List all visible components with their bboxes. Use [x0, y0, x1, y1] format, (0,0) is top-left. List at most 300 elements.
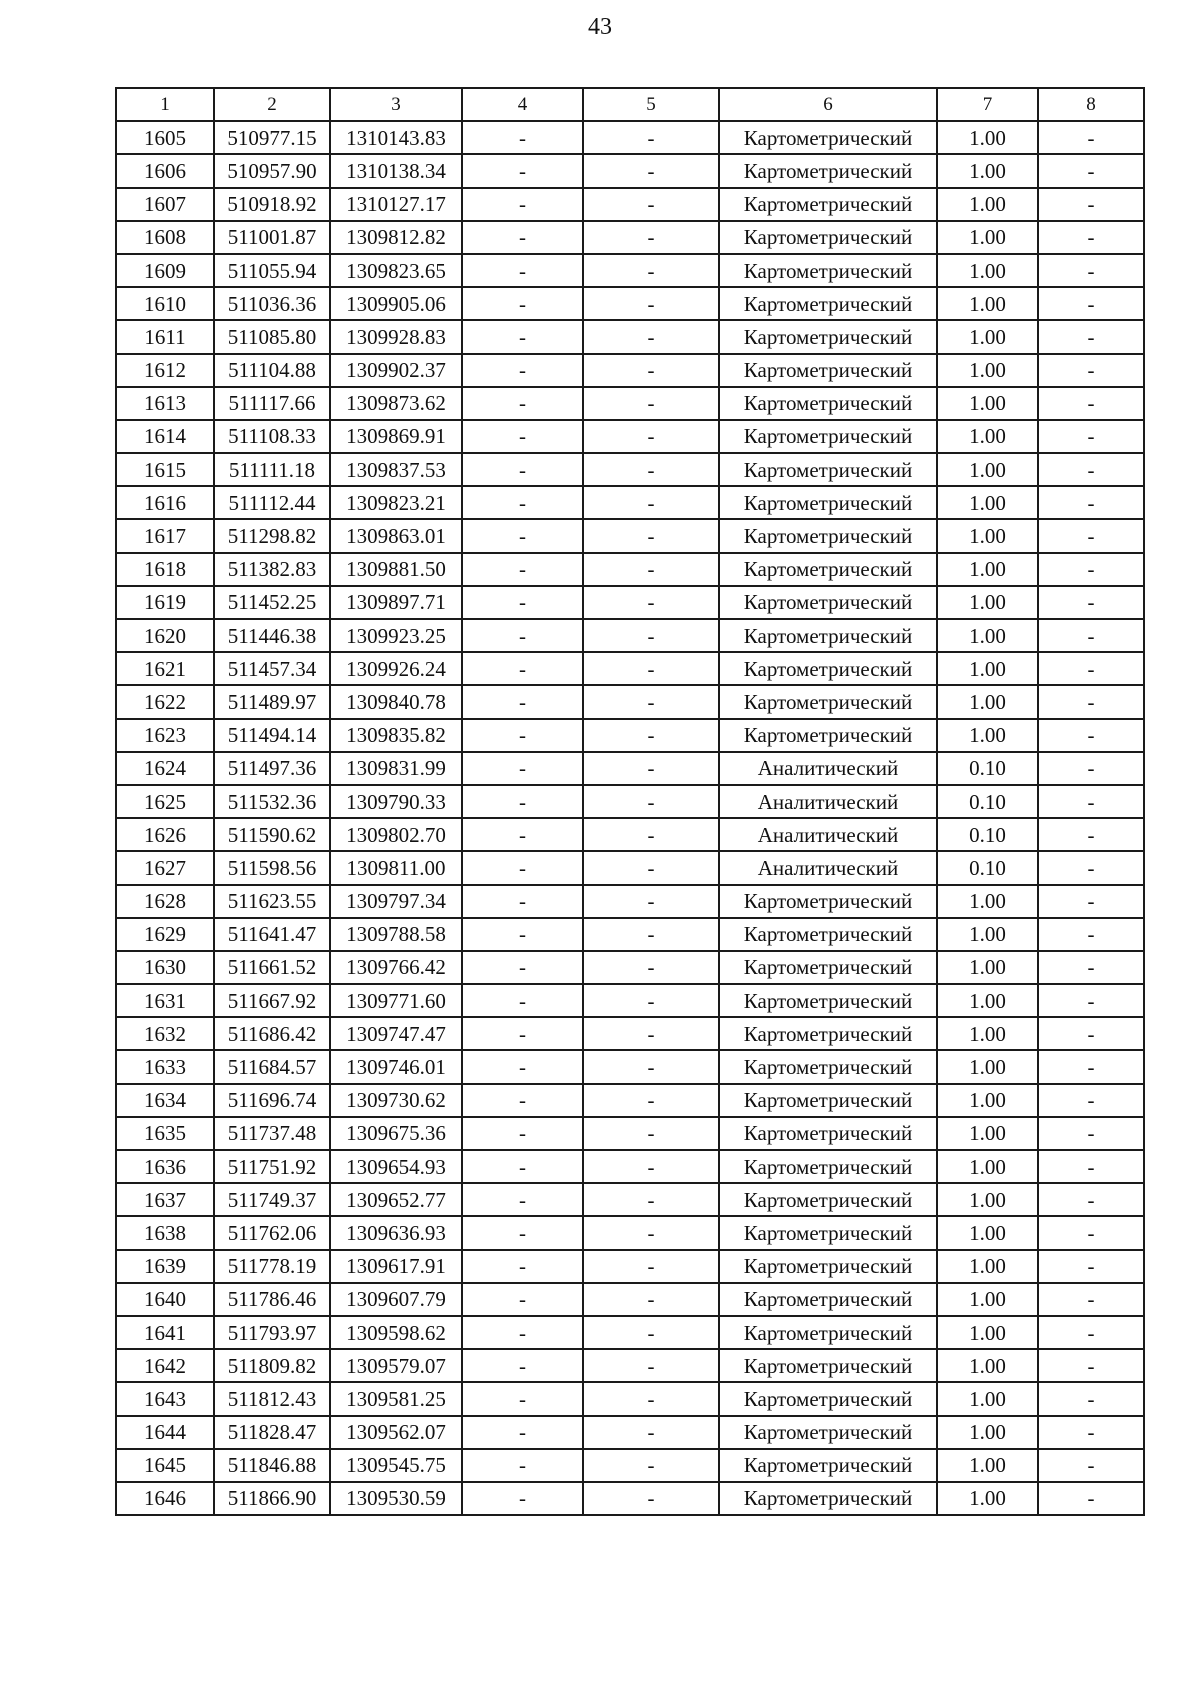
column-4-cell: - — [462, 885, 583, 918]
accuracy-cell: 1.00 — [937, 420, 1038, 453]
column-header: 6 — [719, 88, 937, 121]
column-4-cell: - — [462, 685, 583, 718]
column-header: 2 — [214, 88, 330, 121]
column-8-cell: - — [1038, 1216, 1144, 1249]
point-number-cell: 1637 — [116, 1183, 214, 1216]
column-5-cell: - — [583, 752, 719, 785]
column-4-cell: - — [462, 1150, 583, 1183]
column-5-cell: - — [583, 453, 719, 486]
y-coordinate-cell: 1309835.82 — [330, 719, 462, 752]
column-4-cell: - — [462, 1017, 583, 1050]
column-8-cell: - — [1038, 354, 1144, 387]
column-8-cell: - — [1038, 1150, 1144, 1183]
x-coordinate-cell: 511298.82 — [214, 519, 330, 552]
table-row — [116, 486, 1144, 519]
x-coordinate-cell: 510977.15 — [214, 121, 330, 154]
y-coordinate-cell: 1309788.58 — [330, 918, 462, 951]
table-row — [116, 287, 1144, 320]
point-number-cell: 1634 — [116, 1084, 214, 1117]
column-8-cell: - — [1038, 652, 1144, 685]
accuracy-cell: 1.00 — [937, 1216, 1038, 1249]
column-8-cell: - — [1038, 1416, 1144, 1449]
point-number-cell: 1630 — [116, 951, 214, 984]
column-5-cell: - — [583, 984, 719, 1017]
method-cell: Картометрический — [719, 685, 937, 718]
x-coordinate-cell: 511846.88 — [214, 1449, 330, 1482]
y-coordinate-cell: 1309636.93 — [330, 1216, 462, 1249]
y-coordinate-cell: 1309802.70 — [330, 818, 462, 851]
y-coordinate-cell: 1309873.62 — [330, 387, 462, 420]
point-number-cell: 1622 — [116, 685, 214, 718]
column-4-cell: - — [462, 818, 583, 851]
x-coordinate-cell: 511641.47 — [214, 918, 330, 951]
column-4-cell: - — [462, 486, 583, 519]
point-number-cell: 1638 — [116, 1216, 214, 1249]
column-5-cell: - — [583, 1183, 719, 1216]
table-row — [116, 785, 1144, 818]
method-cell: Картометрический — [719, 1250, 937, 1283]
method-cell: Картометрический — [719, 1382, 937, 1415]
table-row — [116, 1416, 1144, 1449]
method-cell: Картометрический — [719, 453, 937, 486]
accuracy-cell: 1.00 — [937, 320, 1038, 353]
column-8-cell: - — [1038, 818, 1144, 851]
method-cell: Аналитический — [719, 818, 937, 851]
table-row — [116, 984, 1144, 1017]
column-header: 5 — [583, 88, 719, 121]
column-5-cell: - — [583, 719, 719, 752]
y-coordinate-cell: 1309926.24 — [330, 652, 462, 685]
column-5-cell: - — [583, 287, 719, 320]
y-coordinate-cell: 1309771.60 — [330, 984, 462, 1017]
column-8-cell: - — [1038, 1084, 1144, 1117]
table-row — [116, 586, 1144, 619]
x-coordinate-cell: 510957.90 — [214, 154, 330, 187]
x-coordinate-cell: 511117.66 — [214, 387, 330, 420]
y-coordinate-cell: 1309831.99 — [330, 752, 462, 785]
column-5-cell: - — [583, 486, 719, 519]
x-coordinate-cell: 511866.90 — [214, 1482, 330, 1515]
point-number-cell: 1605 — [116, 121, 214, 154]
column-5-cell: - — [583, 354, 719, 387]
x-coordinate-cell: 511793.97 — [214, 1316, 330, 1349]
table-row — [116, 818, 1144, 851]
x-coordinate-cell: 511686.42 — [214, 1017, 330, 1050]
method-cell: Картометрический — [719, 885, 937, 918]
method-cell: Картометрический — [719, 1349, 937, 1382]
column-4-cell: - — [462, 951, 583, 984]
point-number-cell: 1609 — [116, 254, 214, 287]
column-5-cell: - — [583, 121, 719, 154]
column-4-cell: - — [462, 553, 583, 586]
column-4-cell: - — [462, 1250, 583, 1283]
column-8-cell: - — [1038, 586, 1144, 619]
column-4-cell: - — [462, 1349, 583, 1382]
method-cell: Аналитический — [719, 851, 937, 884]
table-row — [116, 619, 1144, 652]
table-row — [116, 1084, 1144, 1117]
method-cell: Картометрический — [719, 719, 937, 752]
table-row — [116, 1183, 1144, 1216]
y-coordinate-cell: 1309840.78 — [330, 685, 462, 718]
point-number-cell: 1617 — [116, 519, 214, 552]
table-row — [116, 885, 1144, 918]
point-number-cell: 1615 — [116, 453, 214, 486]
point-number-cell: 1643 — [116, 1382, 214, 1415]
column-5-cell: - — [583, 254, 719, 287]
y-coordinate-cell: 1309675.36 — [330, 1117, 462, 1150]
point-number-cell: 1606 — [116, 154, 214, 187]
column-8-cell: - — [1038, 951, 1144, 984]
table-row — [116, 1117, 1144, 1150]
x-coordinate-cell: 511452.25 — [214, 586, 330, 619]
column-8-cell: - — [1038, 121, 1144, 154]
x-coordinate-cell: 511590.62 — [214, 818, 330, 851]
column-5-cell: - — [583, 1250, 719, 1283]
y-coordinate-cell: 1309905.06 — [330, 287, 462, 320]
column-8-cell: - — [1038, 287, 1144, 320]
x-coordinate-cell: 511749.37 — [214, 1183, 330, 1216]
y-coordinate-cell: 1309545.75 — [330, 1449, 462, 1482]
column-4-cell: - — [462, 221, 583, 254]
column-4-cell: - — [462, 1084, 583, 1117]
table-body — [116, 121, 1144, 1515]
method-cell: Картометрический — [719, 1216, 937, 1249]
method-cell: Картометрический — [719, 1416, 937, 1449]
column-8-cell: - — [1038, 420, 1144, 453]
method-cell: Картометрический — [719, 121, 937, 154]
column-4-cell: - — [462, 1183, 583, 1216]
y-coordinate-cell: 1309897.71 — [330, 586, 462, 619]
point-number-cell: 1639 — [116, 1250, 214, 1283]
y-coordinate-cell: 1309607.79 — [330, 1283, 462, 1316]
point-number-cell: 1611 — [116, 320, 214, 353]
accuracy-cell: 1.00 — [937, 719, 1038, 752]
column-8-cell: - — [1038, 1382, 1144, 1415]
x-coordinate-cell: 511684.57 — [214, 1050, 330, 1083]
column-4-cell: - — [462, 851, 583, 884]
column-5-cell: - — [583, 1482, 719, 1515]
column-4-cell: - — [462, 1482, 583, 1515]
y-coordinate-cell: 1309747.47 — [330, 1017, 462, 1050]
point-number-cell: 1620 — [116, 619, 214, 652]
column-header: 3 — [330, 88, 462, 121]
accuracy-cell: 0.10 — [937, 818, 1038, 851]
x-coordinate-cell: 511104.88 — [214, 354, 330, 387]
method-cell: Картометрический — [719, 1084, 937, 1117]
x-coordinate-cell: 511446.38 — [214, 619, 330, 652]
column-8-cell: - — [1038, 154, 1144, 187]
table-row — [116, 254, 1144, 287]
table-row — [116, 221, 1144, 254]
table-row — [116, 354, 1144, 387]
point-number-cell: 1624 — [116, 752, 214, 785]
method-cell: Картометрический — [719, 1449, 937, 1482]
y-coordinate-cell: 1310143.83 — [330, 121, 462, 154]
point-number-cell: 1631 — [116, 984, 214, 1017]
column-4-cell: - — [462, 387, 583, 420]
accuracy-cell: 1.00 — [937, 1117, 1038, 1150]
accuracy-cell: 1.00 — [937, 984, 1038, 1017]
accuracy-cell: 1.00 — [937, 586, 1038, 619]
accuracy-cell: 1.00 — [937, 221, 1038, 254]
y-coordinate-cell: 1309598.62 — [330, 1316, 462, 1349]
column-4-cell: - — [462, 785, 583, 818]
method-cell: Картометрический — [719, 1316, 937, 1349]
accuracy-cell: 1.00 — [937, 1250, 1038, 1283]
accuracy-cell: 0.10 — [937, 752, 1038, 785]
column-5-cell: - — [583, 1283, 719, 1316]
accuracy-cell: 1.00 — [937, 1349, 1038, 1382]
column-4-cell: - — [462, 354, 583, 387]
column-8-cell: - — [1038, 1349, 1144, 1382]
accuracy-cell: 1.00 — [937, 1283, 1038, 1316]
method-cell: Аналитический — [719, 752, 937, 785]
y-coordinate-cell: 1309579.07 — [330, 1349, 462, 1382]
x-coordinate-cell: 511532.36 — [214, 785, 330, 818]
method-cell: Картометрический — [719, 951, 937, 984]
method-cell: Картометрический — [719, 320, 937, 353]
column-8-cell: - — [1038, 785, 1144, 818]
column-8-cell: - — [1038, 752, 1144, 785]
column-4-cell: - — [462, 121, 583, 154]
column-4-cell: - — [462, 719, 583, 752]
table-row — [116, 685, 1144, 718]
accuracy-cell: 1.00 — [937, 1150, 1038, 1183]
column-4-cell: - — [462, 1449, 583, 1482]
x-coordinate-cell: 511598.56 — [214, 851, 330, 884]
point-number-cell: 1633 — [116, 1050, 214, 1083]
column-8-cell: - — [1038, 685, 1144, 718]
accuracy-cell: 1.00 — [937, 453, 1038, 486]
column-5-cell: - — [583, 1216, 719, 1249]
y-coordinate-cell: 1309797.34 — [330, 885, 462, 918]
method-cell: Картометрический — [719, 486, 937, 519]
accuracy-cell: 1.00 — [937, 1416, 1038, 1449]
column-5-cell: - — [583, 818, 719, 851]
column-4-cell: - — [462, 519, 583, 552]
y-coordinate-cell: 1309881.50 — [330, 553, 462, 586]
method-cell: Аналитический — [719, 785, 937, 818]
method-cell: Картометрический — [719, 984, 937, 1017]
table-row — [116, 652, 1144, 685]
y-coordinate-cell: 1309530.59 — [330, 1482, 462, 1515]
column-header: 7 — [937, 88, 1038, 121]
table-row — [116, 1449, 1144, 1482]
y-coordinate-cell: 1309562.07 — [330, 1416, 462, 1449]
method-cell: Картометрический — [719, 619, 937, 652]
accuracy-cell: 1.00 — [937, 619, 1038, 652]
method-cell: Картометрический — [719, 221, 937, 254]
table-row — [116, 553, 1144, 586]
method-cell: Картометрический — [719, 354, 937, 387]
accuracy-cell: 1.00 — [937, 1183, 1038, 1216]
x-coordinate-cell: 511737.48 — [214, 1117, 330, 1150]
point-number-cell: 1629 — [116, 918, 214, 951]
method-cell: Картометрический — [719, 918, 937, 951]
column-4-cell: - — [462, 1382, 583, 1415]
column-5-cell: - — [583, 885, 719, 918]
point-number-cell: 1626 — [116, 818, 214, 851]
table-row — [116, 387, 1144, 420]
x-coordinate-cell: 511497.36 — [214, 752, 330, 785]
column-8-cell: - — [1038, 1482, 1144, 1515]
y-coordinate-cell: 1309746.01 — [330, 1050, 462, 1083]
point-number-cell: 1645 — [116, 1449, 214, 1482]
point-number-cell: 1636 — [116, 1150, 214, 1183]
column-4-cell: - — [462, 1283, 583, 1316]
x-coordinate-cell: 511085.80 — [214, 320, 330, 353]
point-number-cell: 1610 — [116, 287, 214, 320]
x-coordinate-cell: 511055.94 — [214, 254, 330, 287]
column-header: 4 — [462, 88, 583, 121]
accuracy-cell: 1.00 — [937, 1382, 1038, 1415]
x-coordinate-cell: 511828.47 — [214, 1416, 330, 1449]
column-5-cell: - — [583, 1382, 719, 1415]
column-5-cell: - — [583, 1416, 719, 1449]
x-coordinate-cell: 511382.83 — [214, 553, 330, 586]
method-cell: Картометрический — [719, 1183, 937, 1216]
coordinates-table — [115, 87, 1145, 1516]
column-8-cell: - — [1038, 1250, 1144, 1283]
point-number-cell: 1614 — [116, 420, 214, 453]
accuracy-cell: 1.00 — [937, 287, 1038, 320]
table-header-row — [116, 88, 1144, 121]
column-8-cell: - — [1038, 553, 1144, 586]
table-row — [116, 719, 1144, 752]
point-number-cell: 1607 — [116, 188, 214, 221]
table-row — [116, 1017, 1144, 1050]
x-coordinate-cell: 511108.33 — [214, 420, 330, 453]
table-row — [116, 851, 1144, 884]
y-coordinate-cell: 1309928.83 — [330, 320, 462, 353]
y-coordinate-cell: 1309581.25 — [330, 1382, 462, 1415]
column-5-cell: - — [583, 785, 719, 818]
point-number-cell: 1644 — [116, 1416, 214, 1449]
column-4-cell: - — [462, 1316, 583, 1349]
column-4-cell: - — [462, 188, 583, 221]
column-5-cell: - — [583, 685, 719, 718]
table-row — [116, 519, 1144, 552]
accuracy-cell: 1.00 — [937, 1017, 1038, 1050]
method-cell: Картометрический — [719, 519, 937, 552]
method-cell: Картометрический — [719, 1283, 937, 1316]
column-header: 8 — [1038, 88, 1144, 121]
column-8-cell: - — [1038, 221, 1144, 254]
column-5-cell: - — [583, 387, 719, 420]
point-number-cell: 1632 — [116, 1017, 214, 1050]
y-coordinate-cell: 1310138.34 — [330, 154, 462, 187]
y-coordinate-cell: 1309730.62 — [330, 1084, 462, 1117]
x-coordinate-cell: 511457.34 — [214, 652, 330, 685]
column-4-cell: - — [462, 420, 583, 453]
column-4-cell: - — [462, 586, 583, 619]
column-8-cell: - — [1038, 1050, 1144, 1083]
table-row — [116, 1382, 1144, 1415]
column-8-cell: - — [1038, 984, 1144, 1017]
accuracy-cell: 1.00 — [937, 387, 1038, 420]
column-8-cell: - — [1038, 453, 1144, 486]
x-coordinate-cell: 511786.46 — [214, 1283, 330, 1316]
x-coordinate-cell: 511809.82 — [214, 1349, 330, 1382]
column-8-cell: - — [1038, 1183, 1144, 1216]
column-header: 1 — [116, 88, 214, 121]
column-5-cell: - — [583, 851, 719, 884]
table-row — [116, 951, 1144, 984]
column-4-cell: - — [462, 984, 583, 1017]
point-number-cell: 1627 — [116, 851, 214, 884]
table-row — [116, 154, 1144, 187]
accuracy-cell: 1.00 — [937, 486, 1038, 519]
column-4-cell: - — [462, 1216, 583, 1249]
column-8-cell: - — [1038, 188, 1144, 221]
method-cell: Картометрический — [719, 652, 937, 685]
method-cell: Картометрический — [719, 1017, 937, 1050]
y-coordinate-cell: 1309823.65 — [330, 254, 462, 287]
column-4-cell: - — [462, 918, 583, 951]
table-row — [116, 1250, 1144, 1283]
x-coordinate-cell: 511696.74 — [214, 1084, 330, 1117]
x-coordinate-cell: 510918.92 — [214, 188, 330, 221]
column-8-cell: - — [1038, 851, 1144, 884]
table-row — [116, 1349, 1144, 1382]
column-4-cell: - — [462, 154, 583, 187]
column-5-cell: - — [583, 188, 719, 221]
column-5-cell: - — [583, 951, 719, 984]
column-5-cell: - — [583, 1349, 719, 1382]
point-number-cell: 1635 — [116, 1117, 214, 1150]
point-number-cell: 1621 — [116, 652, 214, 685]
column-4-cell: - — [462, 287, 583, 320]
column-4-cell: - — [462, 1416, 583, 1449]
method-cell: Картометрический — [719, 1150, 937, 1183]
y-coordinate-cell: 1309863.01 — [330, 519, 462, 552]
page-number: 43 — [588, 14, 612, 40]
table-row — [116, 752, 1144, 785]
table-row — [116, 1050, 1144, 1083]
column-8-cell: - — [1038, 320, 1144, 353]
column-4-cell: - — [462, 254, 583, 287]
point-number-cell: 1641 — [116, 1316, 214, 1349]
column-4-cell: - — [462, 320, 583, 353]
y-coordinate-cell: 1309812.82 — [330, 221, 462, 254]
x-coordinate-cell: 511751.92 — [214, 1150, 330, 1183]
accuracy-cell: 1.00 — [937, 553, 1038, 586]
table-row — [116, 1150, 1144, 1183]
x-coordinate-cell: 511623.55 — [214, 885, 330, 918]
column-5-cell: - — [583, 1150, 719, 1183]
column-5-cell: - — [583, 519, 719, 552]
table-row — [116, 1283, 1144, 1316]
y-coordinate-cell: 1309923.25 — [330, 619, 462, 652]
accuracy-cell: 1.00 — [937, 519, 1038, 552]
column-5-cell: - — [583, 619, 719, 652]
y-coordinate-cell: 1309837.53 — [330, 453, 462, 486]
column-5-cell: - — [583, 1449, 719, 1482]
point-number-cell: 1619 — [116, 586, 214, 619]
column-8-cell: - — [1038, 519, 1144, 552]
method-cell: Картометрический — [719, 1117, 937, 1150]
column-5-cell: - — [583, 1316, 719, 1349]
column-5-cell: - — [583, 154, 719, 187]
x-coordinate-cell: 511001.87 — [214, 221, 330, 254]
column-8-cell: - — [1038, 254, 1144, 287]
y-coordinate-cell: 1309811.00 — [330, 851, 462, 884]
accuracy-cell: 1.00 — [937, 121, 1038, 154]
x-coordinate-cell: 511112.44 — [214, 486, 330, 519]
point-number-cell: 1612 — [116, 354, 214, 387]
column-8-cell: - — [1038, 1283, 1144, 1316]
